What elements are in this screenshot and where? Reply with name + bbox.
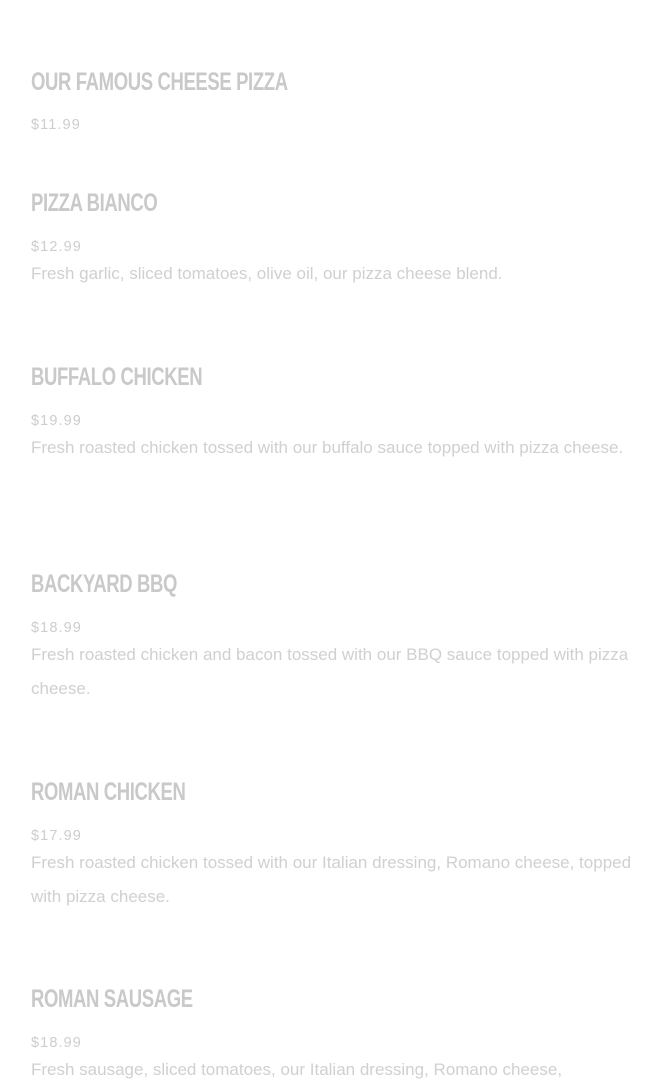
- menu-item-buffalo-chicken: [31, 362, 656, 465]
- menu-item-roman-sausage: [31, 984, 656, 1087]
- menu-item-name: BUFFALO CHICKEN: [31, 363, 203, 391]
- menu-item-description: Fresh roasted chicken tossed with our buffalo sauce topped with pizza cheese.: [31, 438, 624, 457]
- menu-item-description: Fresh sausage, sliced tomatoes, our Italian dressing, Romano cheese,: [31, 1060, 563, 1079]
- menu-item-description: Fresh roasted chicken tossed with our Italian dressing, Romano cheese, topped with pizza cheese.: [31, 853, 632, 906]
- menu-item-price: $18.99: [31, 1035, 82, 1051]
- menu-item-cheese-pizza: [31, 67, 656, 135]
- menu-item-price: $19.99: [31, 413, 82, 429]
- menu-item-price: $11.99: [31, 117, 81, 133]
- menu-item-price: $17.99: [31, 828, 82, 844]
- menu-item-roman-chicken: [31, 777, 656, 913]
- menu-item-name: ROMAN SAUSAGE: [31, 985, 193, 1013]
- menu-item-description: Fresh roasted chicken and bacon tossed with our BBQ sauce topped with pizza cheese.: [31, 645, 629, 698]
- menu-item-backyard-bbq: [31, 569, 656, 705]
- menu-item-name: BACKYARD BBQ: [31, 570, 177, 598]
- menu-item-name: OUR FAMOUS CHEESE PIZZA: [31, 68, 288, 96]
- menu-item-price: $12.99: [31, 239, 82, 255]
- menu-item-description: Fresh garlic, sliced tomatoes, olive oil, our pizza cheese blend.: [31, 264, 503, 283]
- menu-item-price: $18.99: [31, 620, 82, 636]
- menu-item-name: ROMAN CHICKEN: [31, 778, 186, 806]
- menu-item-name: PIZZA BIANCO: [31, 189, 158, 217]
- menu-item-pizza-bianco: [31, 188, 656, 291]
